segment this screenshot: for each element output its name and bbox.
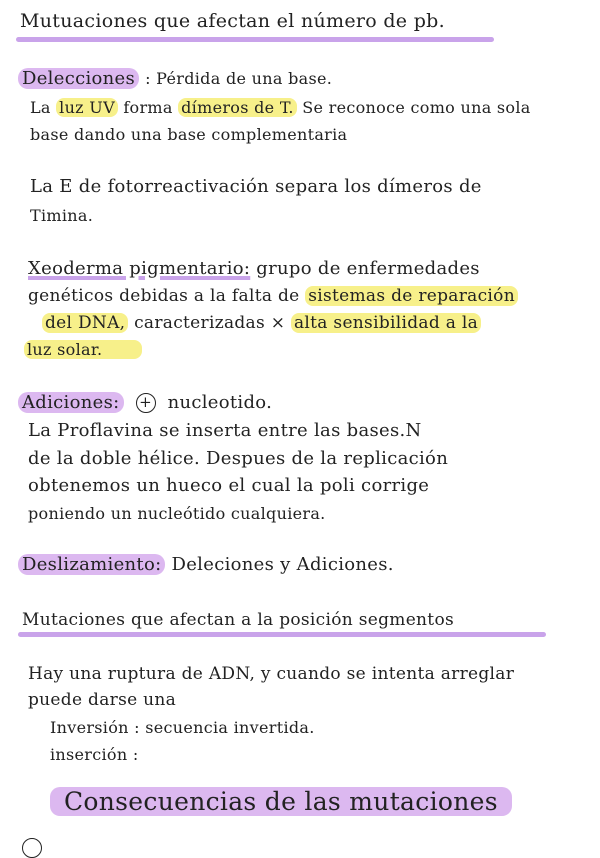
xeoderma-def: grupo de enfermedades xyxy=(256,258,480,279)
xeoderma-text-2a: genéticos debidas a la falta de xyxy=(28,286,300,306)
title-underline xyxy=(16,37,494,42)
luz-solar-highlight: luz solar. xyxy=(24,340,142,359)
luz-uv-highlight: luz UV xyxy=(56,98,118,117)
xeoderma-line-2 xyxy=(28,286,518,306)
xeoderma-line-3 xyxy=(42,313,481,333)
adiciones-text-2: de la doble hélice. Despues de la replicación xyxy=(28,448,449,469)
section-heading-posicion: Mutaciones que afectan a la posición segmentos xyxy=(22,610,455,630)
fotorreactivacion-line: La E de fotorreactivación separa los dímeros de xyxy=(30,176,482,197)
adiciones-text-1: La Proflavina se inserta entre las bases.N xyxy=(28,420,422,441)
deslizamiento-label: Deslizamiento: xyxy=(18,554,165,575)
section-underline xyxy=(18,632,546,637)
ruptura-text-1: Hay una ruptura de ADN, y cuando se intenta arreglar xyxy=(28,664,515,684)
plus-circle-icon: + xyxy=(136,393,156,413)
adiciones-label: Adiciones: xyxy=(18,392,124,413)
deslizamiento-line xyxy=(18,554,394,575)
xeoderma-line-4 xyxy=(24,340,142,359)
text-forma: forma xyxy=(123,98,173,117)
xeoderma-term: Xeoderma pigmentario: xyxy=(28,258,251,279)
inversion-line: Inversión : secuencia invertida. xyxy=(50,718,315,737)
delecciones-definition: : Pérdida de una base. xyxy=(145,69,333,88)
insercion-line: inserción : xyxy=(50,745,139,764)
bottom-circle-icon xyxy=(22,838,42,858)
caracterizadas-text: caracterizadas × xyxy=(134,313,291,333)
adiciones-text-3: obtenemos un hueco el cual la poli corrige xyxy=(28,475,430,496)
page-title: Mutuaciones que afectan el número de pb. xyxy=(20,10,445,32)
dna-highlight: del DNA, xyxy=(42,313,128,333)
delecciones-text-1 xyxy=(30,98,531,117)
sensibilidad-highlight: alta sensibilidad a la xyxy=(291,313,481,333)
delecciones-line xyxy=(18,68,332,89)
delecciones-label: Delecciones xyxy=(18,68,139,89)
adiciones-line xyxy=(18,392,272,413)
timina-line: Timina. xyxy=(30,206,94,225)
adiciones-def: nucleotido. xyxy=(167,392,273,413)
dimeros-highlight: dímeros de T. xyxy=(178,98,297,117)
delecciones-text-2: base dando una base complementaria xyxy=(30,125,348,144)
consecuencias-heading xyxy=(50,787,512,816)
sistemas-highlight: sistemas de reparación xyxy=(305,286,518,306)
consecuencias-label: Consecuencias de las mutaciones xyxy=(50,787,512,816)
deslizamiento-text: Deleciones y Adiciones. xyxy=(171,554,394,575)
adiciones-text-4: poniendo un nucleótido cualquiera. xyxy=(28,504,326,523)
text-la: La xyxy=(30,98,51,117)
xeoderma-line-1 xyxy=(28,258,480,279)
text-reconoce: Se reconoce como una sola xyxy=(302,98,531,117)
ruptura-text-2: puede darse una xyxy=(28,690,177,710)
